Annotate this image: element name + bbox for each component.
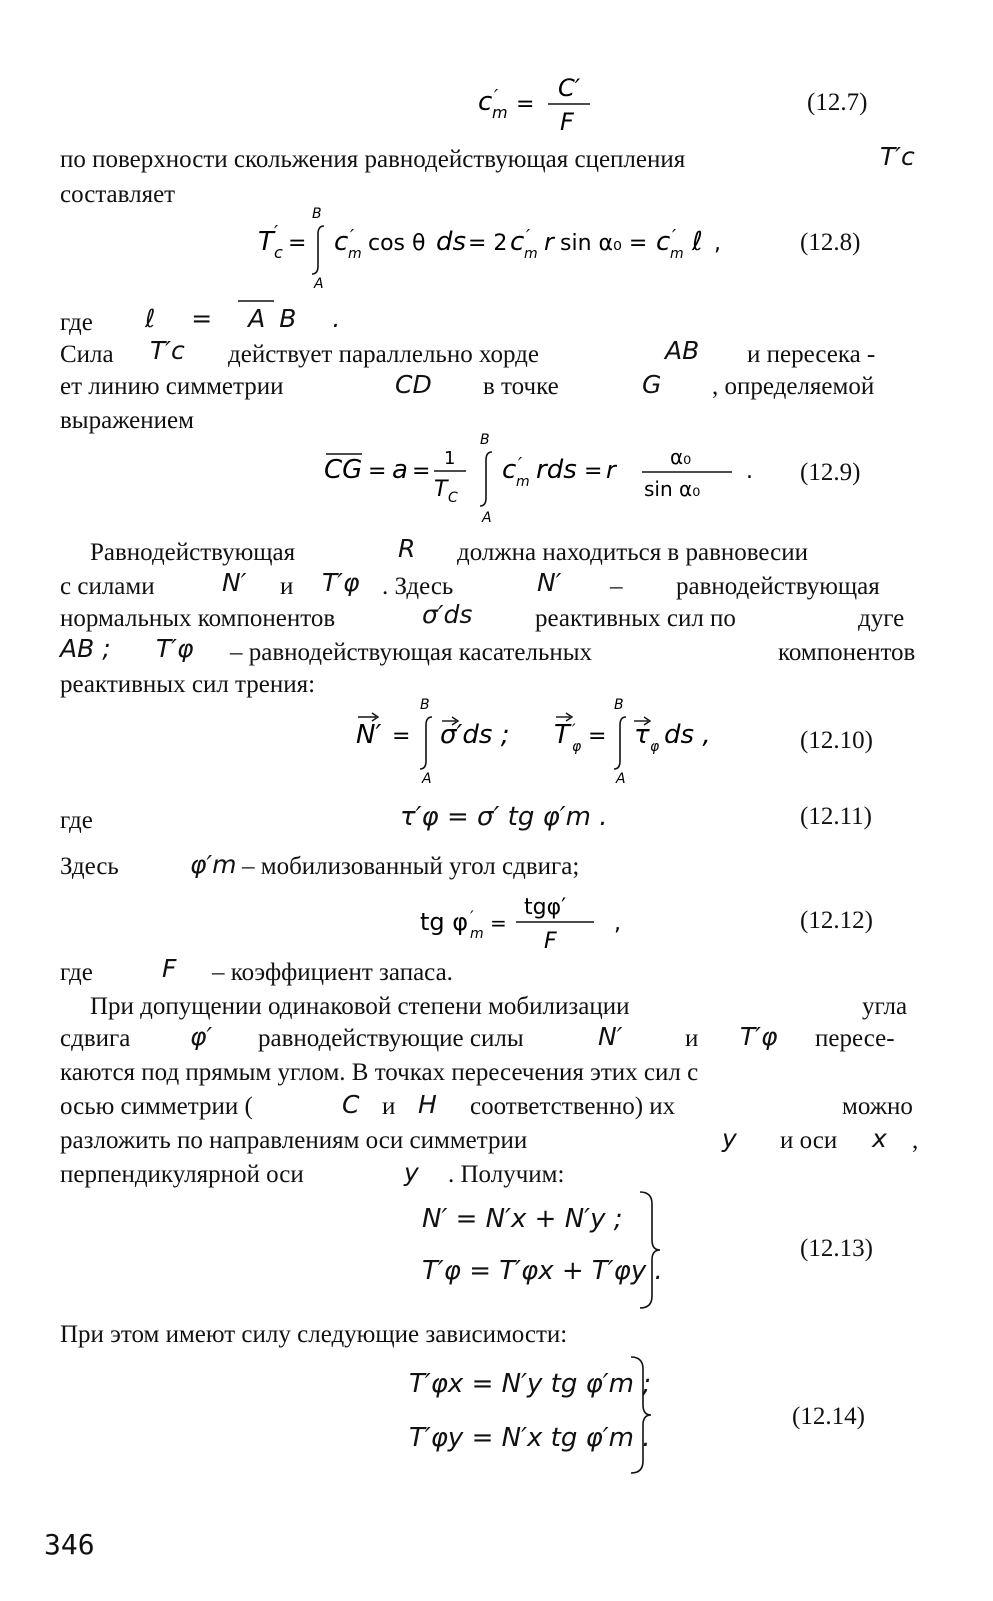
equation-12-7 — [470, 68, 630, 134]
word: . Здесь — [382, 573, 454, 600]
svg-text:,: , — [714, 231, 721, 256]
equation-number: (12.13) — [800, 1235, 873, 1262]
page-number: 346 — [44, 1528, 95, 1561]
svg-text:tgφ′: tgφ′ — [524, 895, 567, 920]
svg-text:r: r — [544, 228, 554, 256]
vector-t: T′φ — [740, 1022, 778, 1051]
word: Сила — [60, 341, 114, 368]
svg-text:′: ′ — [350, 226, 355, 247]
word: и оси — [780, 1127, 838, 1154]
svg-text:B: B — [312, 206, 322, 222]
svg-text:=: = — [412, 459, 431, 484]
svg-text:=: = — [392, 724, 411, 749]
svg-text:=: = — [368, 459, 387, 484]
svg-text:φ: φ — [572, 739, 582, 755]
symbol-y: y — [722, 1124, 737, 1153]
equation-number: (12.11) — [800, 803, 872, 830]
symbol-tc-prime: T′c — [880, 142, 915, 171]
svg-text:α₀: α₀ — [670, 445, 692, 469]
eq-12-14-line-2: T′φy = N′x tg φ′m . — [409, 1423, 651, 1453]
eq-12-13-line-2: T′φ = T′φx + T′φy . — [422, 1256, 663, 1286]
ell-eq-ab: ℓ = AB . — [145, 304, 355, 333]
svg-text:c: c — [510, 227, 525, 257]
word: пересе- — [815, 1025, 895, 1052]
svg-text:c: c — [656, 227, 671, 257]
svg-text:′: ′ — [526, 226, 531, 247]
svg-text:B: B — [420, 697, 430, 713]
svg-text:cos θ: cos θ — [368, 231, 426, 256]
word: и — [382, 1093, 396, 1120]
word: сдвига — [60, 1025, 131, 1052]
phi-prime: φ′ — [190, 1022, 213, 1051]
eq-12-10-render — [352, 695, 752, 785]
svg-text:m: m — [348, 246, 362, 262]
vector-n: N′ — [598, 1022, 623, 1051]
word: компонентов — [778, 639, 916, 666]
vector-t: T′φ — [156, 634, 194, 663]
svg-text:τ: τ — [634, 720, 650, 750]
arc-ab: AB ; — [60, 634, 111, 663]
equation-number: (12.9) — [800, 459, 861, 486]
word: равнодействующие силы — [258, 1025, 524, 1052]
symbol: T′c — [150, 336, 185, 365]
word: реактивных сил трения: — [60, 671, 316, 698]
svg-text:rds: rds — [536, 455, 577, 485]
word: должна находиться в равновесии — [457, 539, 809, 566]
svg-text:F: F — [560, 108, 574, 134]
word: с силами — [60, 573, 155, 600]
word: нормальных компонентов — [60, 605, 336, 632]
svg-text:CG: CG — [324, 455, 363, 485]
svg-text:A: A — [482, 510, 492, 526]
equation-12-10 — [352, 695, 752, 785]
word: При допущении одинаковой степени мобилизации — [90, 993, 630, 1020]
symbol-x: x — [872, 1124, 887, 1153]
equation-number: (12.8) — [800, 229, 861, 256]
eq-12-8-render — [258, 200, 778, 292]
equation-number: (12.12) — [800, 907, 873, 934]
phi-m: φ′m — [190, 850, 237, 879]
word: – мобилизованный угол сдвига; — [242, 853, 580, 880]
word: осью симметрии ( — [60, 1093, 253, 1120]
svg-text:r: r — [606, 456, 616, 484]
word: где — [60, 959, 93, 986]
symbol-f: F — [162, 954, 177, 983]
svg-text:B: B — [480, 432, 490, 448]
svg-text:=: = — [288, 231, 307, 256]
svg-text:′: ′ — [274, 222, 279, 243]
equation-12-8 — [258, 200, 778, 292]
svg-text:′: ′ — [572, 720, 576, 739]
word: ет линию симметрии — [60, 373, 284, 400]
word: соответственно) их — [470, 1093, 676, 1120]
vector-n: N′ — [537, 568, 562, 597]
word: . Получим: — [448, 1161, 565, 1188]
word: в точке — [483, 373, 559, 400]
eq-12-7-render — [470, 68, 630, 134]
svg-text:=: = — [588, 724, 607, 749]
equation-number: (12.14) — [792, 1403, 865, 1430]
vector-n: N′ — [222, 568, 247, 597]
word: Равнодействующая — [90, 539, 296, 566]
svg-text:A: A — [314, 276, 324, 292]
word: и — [280, 573, 294, 600]
svg-text:tg φ: tg φ — [420, 908, 469, 936]
svg-text:=: = — [516, 92, 535, 117]
word: – коэффициент запаса. — [212, 959, 453, 986]
symbol-y: y — [404, 1158, 419, 1187]
right-brace — [638, 1190, 662, 1310]
word: – — [610, 573, 623, 600]
svg-text:B: B — [614, 697, 624, 713]
svg-text:=: = — [490, 911, 507, 935]
vector-t: T′φ — [322, 568, 360, 597]
eq-12-9-render — [322, 430, 772, 526]
svg-text:N′: N′ — [356, 720, 382, 750]
paragraph-line — [60, 145, 685, 175]
svg-text:C′: C′ — [558, 74, 581, 102]
word: и пересека - — [747, 341, 876, 368]
svg-text:T: T — [554, 720, 570, 750]
equation-12-9 — [322, 430, 772, 526]
svg-text:′: ′ — [672, 226, 677, 247]
equation-12-12 — [418, 888, 658, 954]
text-run: по поверхности скольжения равнодействующая сцепления — [60, 146, 686, 173]
equation-number: (12.10) — [800, 727, 873, 754]
where-word: где — [60, 807, 93, 834]
svg-text:m: m — [516, 474, 530, 490]
svg-text:φ: φ — [650, 739, 660, 755]
word: , определяемой — [712, 373, 875, 400]
svg-text:A: A — [422, 771, 432, 785]
word: – равнодействующая касательных — [230, 639, 593, 666]
svg-text:′: ′ — [494, 86, 499, 107]
word: можно — [842, 1093, 913, 1120]
paragraph-line: каются под прямым углом. В точках пересечения этих сил с — [60, 1059, 699, 1086]
paragraph-line: составляет — [60, 181, 176, 208]
svg-text:ds ,: ds , — [664, 720, 711, 750]
symbol: CD — [395, 370, 432, 399]
word: перпендикулярной оси — [60, 1161, 304, 1188]
word: разложить по направлениям оси симметрии — [60, 1127, 528, 1154]
word: дуге — [858, 605, 905, 632]
symbol: AB — [665, 336, 700, 365]
where-word: где — [60, 309, 93, 336]
paragraph-line: При этом имеют силу следующие зависимости: — [60, 1321, 568, 1348]
svg-text:sin α₀: sin α₀ — [644, 477, 701, 501]
equation-12-13 — [418, 1190, 678, 1310]
svg-text:c: c — [274, 243, 283, 262]
svg-text:m: m — [670, 246, 684, 262]
overline-ab — [236, 298, 276, 304]
svg-text:ℓ: ℓ — [692, 227, 703, 257]
equation-number: (12.7) — [807, 89, 868, 116]
svg-text:.: . — [746, 459, 753, 484]
svg-text:T: T — [434, 477, 448, 502]
eq-12-13-line-1: N′ = N′x + N′y ; — [422, 1204, 623, 1234]
svg-text:m: m — [470, 926, 484, 942]
svg-text:F: F — [544, 929, 557, 954]
sigma-ds: σ′ds — [422, 600, 473, 629]
svg-text:m: m — [524, 246, 538, 262]
svg-text:c: c — [502, 455, 517, 485]
svg-text:1: 1 — [444, 448, 456, 469]
symbol-h: H — [418, 1090, 437, 1119]
svg-text:c: c — [334, 227, 349, 257]
svg-text:A: A — [616, 771, 626, 785]
svg-text:′: ′ — [470, 907, 474, 926]
word: и — [685, 1025, 699, 1052]
svg-text:=: = — [584, 459, 603, 484]
svg-text:= 2: = 2 — [468, 231, 508, 256]
word: Здесь — [60, 853, 119, 880]
svg-text:a: a — [392, 455, 408, 485]
word: равнодействующая — [676, 573, 880, 600]
right-brace — [629, 1355, 653, 1475]
svg-text:,: , — [614, 911, 621, 936]
word: выражением — [60, 407, 194, 434]
word: реактивных сил по — [535, 605, 736, 632]
svg-text:ds: ds — [436, 227, 467, 257]
symbol-c: C — [342, 1090, 360, 1119]
word: , — [912, 1127, 919, 1154]
svg-text:T: T — [258, 227, 274, 257]
svg-text:c: c — [478, 87, 493, 117]
eq-12-12-render — [418, 888, 658, 954]
svg-text:m: m — [492, 103, 508, 122]
svg-text:C: C — [448, 490, 458, 506]
equation-12-11: τ′φ = σ′ tg φ′m . — [400, 802, 608, 832]
eq-12-14-line-1: T′φx = N′y tg φ′m ; — [409, 1369, 652, 1399]
symbol: G — [642, 370, 662, 399]
svg-text:σ′ds ;: σ′ds ; — [440, 720, 510, 750]
svg-text:sin α₀ =: sin α₀ = — [560, 231, 648, 256]
svg-text:′: ′ — [518, 454, 523, 475]
equation-12-14 — [405, 1355, 665, 1475]
word: угла — [862, 993, 908, 1020]
vector-r: R — [398, 534, 416, 563]
word: действует параллельно хорде — [228, 341, 539, 368]
